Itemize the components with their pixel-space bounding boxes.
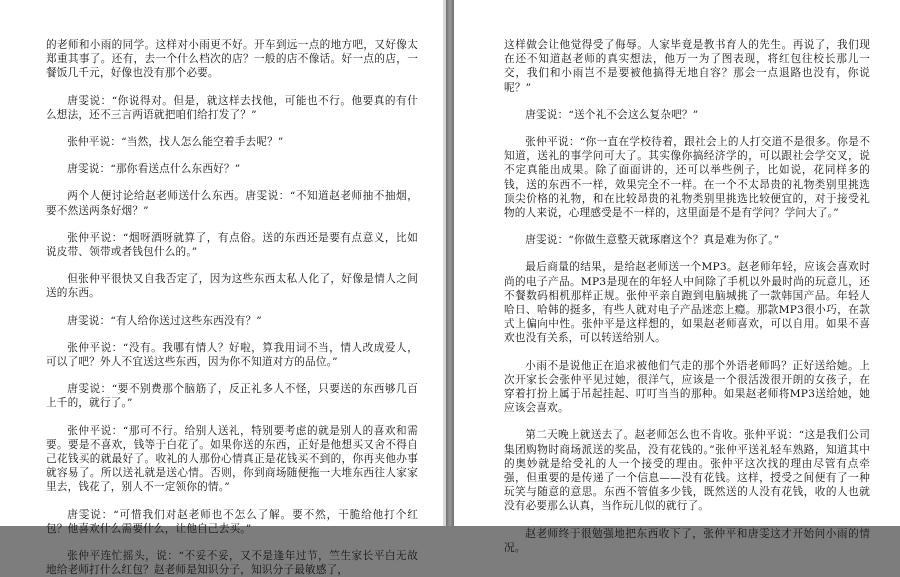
right-paragraph-4: 唐雯说：“你做生意整天就琢磨这个？真是难为你了。” — [525, 234, 780, 247]
left-paragraph-10: 唐雯说：“要不别费那个脑筋了，反正礼多人不怪，只要送的东西够几百上千的，就行了。” — [46, 383, 418, 410]
right-page — [454, 0, 900, 554]
left-page — [0, 0, 446, 577]
right-paragraph-2: 唐雯说：“送个礼不会这么复杂吧？” — [525, 108, 699, 121]
right-paragraph-7: 第二天晚上就送去了。赵老师怎么也不肯收。张仲平说：“这是我们公司集团购物时商场派送的奖品，没有花钱的。”张仲平送礼轻车熟路，知道其中的奥妙就是给受礼的人一个接受的理由。张仲平这次找的理由尽管有点牵强，但重要的是传递了一个信息——没有花钱。这样，授受之间便有了一种玩笑与随意的意思。东西不管值多少钱，既然送的人没有花钱，收的人也就没有必要那么认真，当作玩儿似的就行了。 — [504, 429, 870, 513]
right-paragraph-5: 最后商量的结果，是给赵老师送一个MP3。赵老师年轻，应该会喜欢时尚的电子产品。MP3是现在的年轻人中间除了手机以外最时尚的玩意儿，还不餐数码相机那样正规。张仲平亲自跑到电脑城挑了一款韩国产品。年轻人哈日、哈韩的挺多，有些人就对电子产品迷恋上瘾。那款MP3很小巧，在款式上偏向中性。张仲平是这样想的，如果赵老师喜欢，可以自用。如果不喜欢也没有关系，可以转送给别人。 — [504, 261, 870, 345]
left-paragraph-6: 张仲平说：“烟呀酒呀就算了，有点俗。送的东西还是要有点意义，比如说皮带、领带或者钱包什么的。” — [46, 231, 418, 259]
left-paragraph-3: 张仲平说：“当然，找人怎么能空着手去呢？” — [67, 136, 284, 149]
left-paragraph-9: 张仲平说：“没有。我哪有情人？好啦，算我用词不当，情人改成爱人，可以了吧？外人不宜送这些东西，因为你不知道对方的品位。” — [46, 341, 418, 369]
right-paragraph-6: 小雨不是说他正在追求被他们气走的那个外语老师吗？正好送给她。上次开家长会张仲平见过她，很洋气，应该是一个很活泼很开朗的女孩子，在穿着打扮上属于吊起挂起、叮叮当当的那种。如果赵老师将MP3送给她，她应该会喜欢。 — [504, 359, 870, 415]
left-paragraph-4: 唐雯说：“那你看送点什么东西好？” — [67, 163, 241, 176]
right-paragraph-3: 张仲平说：“你一直在学校待着，跟社会上的人打交道不是很多。你是不知道，送礼的事学问可大了。其实像你搞经济学的，可以跟社会学交叉，说不定真能出成果。除了面面讲的，还可以举些例子，比如说，花同样多的钱，送的东西不一样，效果完全不一样。在一个不太昂贵的礼物类别里挑选顶尖价格的礼物，和在比较昂贵的礼物类别里挑选比较便宜的，对于接受礼物的人来说，心理感受是不一样的，这里面是不是有学问？学问大了。” — [504, 136, 870, 220]
left-paragraph-1: 的老师和小雨的同学。这样对小雨更不好。开车到远一点的地方吧，又好像太郑重其事了。还有，去一个什么档次的店？一般的店不像话。好一点的店，一餐饭几千元，好像也没有那个必要。 — [46, 39, 418, 80]
page-gutter — [446, 0, 454, 526]
left-paragraph-5: 两个人便讨论给赵老师送什么东西。唐雯说：“不知道赵老师抽不抽烟，要不然送两条好烟？” — [46, 190, 418, 217]
left-paragraph-2: 唐雯说：“你说得对。但是，就这样去找他，可能也不行。他要真的有什么想法，还不三言两语就把咱们给打发了？” — [46, 94, 418, 121]
left-paragraph-11: 张仲平说：“那可不行。给别人送礼，特别要考虑的就是别人的喜欢和需要。要是不喜欢，钱等于白花了。如果你送的东西，正好是他想买又舍不得自己花钱买的就最好了。收礼的人那份心情真正是花钱买不到的，你再夹他办事就容易了。所以送礼就是送心情。否则，你到商场随便拖一大堆东西往人家家里去，钱花了，别人不一定领你的情。” — [46, 424, 418, 494]
left-paragraph-8: 唐雯说：“有人给你送过这些东西没有？” — [67, 314, 262, 327]
right-paragraph-1: 这样做会让他觉得受了侮辱。人家毕竟是教书育人的先生。再说了，我们现在还不知道赵老师的真实想法，他万一为了图表现，将红包往校长那儿一交，我们和小雨岂不是要被他搞得无地自容？那会一点退路也没有，你说呢？” — [504, 39, 870, 94]
left-paragraph-7: 但张仲平很快又自我否定了，因为这些东西太私人化了，好像是情人之间送的东西。 — [46, 273, 418, 300]
right-paragraph-8: 赵老师终于很勉强地把东西收下了，张仲平和唐雯这才开始问小雨的情况。 — [504, 527, 870, 554]
left-paragraph-13: 张仲平连忙摇头，说：“不妥不妥，又不是逢年过节，竺生家长平白无故地给老师打什么红包？赵老师是知识分子，知识分子最敏感了， — [46, 550, 418, 577]
left-paragraph-12: 唐雯说：“可惜我们对赵老师也不怎么了解。要不然，干脆给他打个红包？他喜欢什么需要什么，让他自己去买。” — [46, 508, 418, 535]
